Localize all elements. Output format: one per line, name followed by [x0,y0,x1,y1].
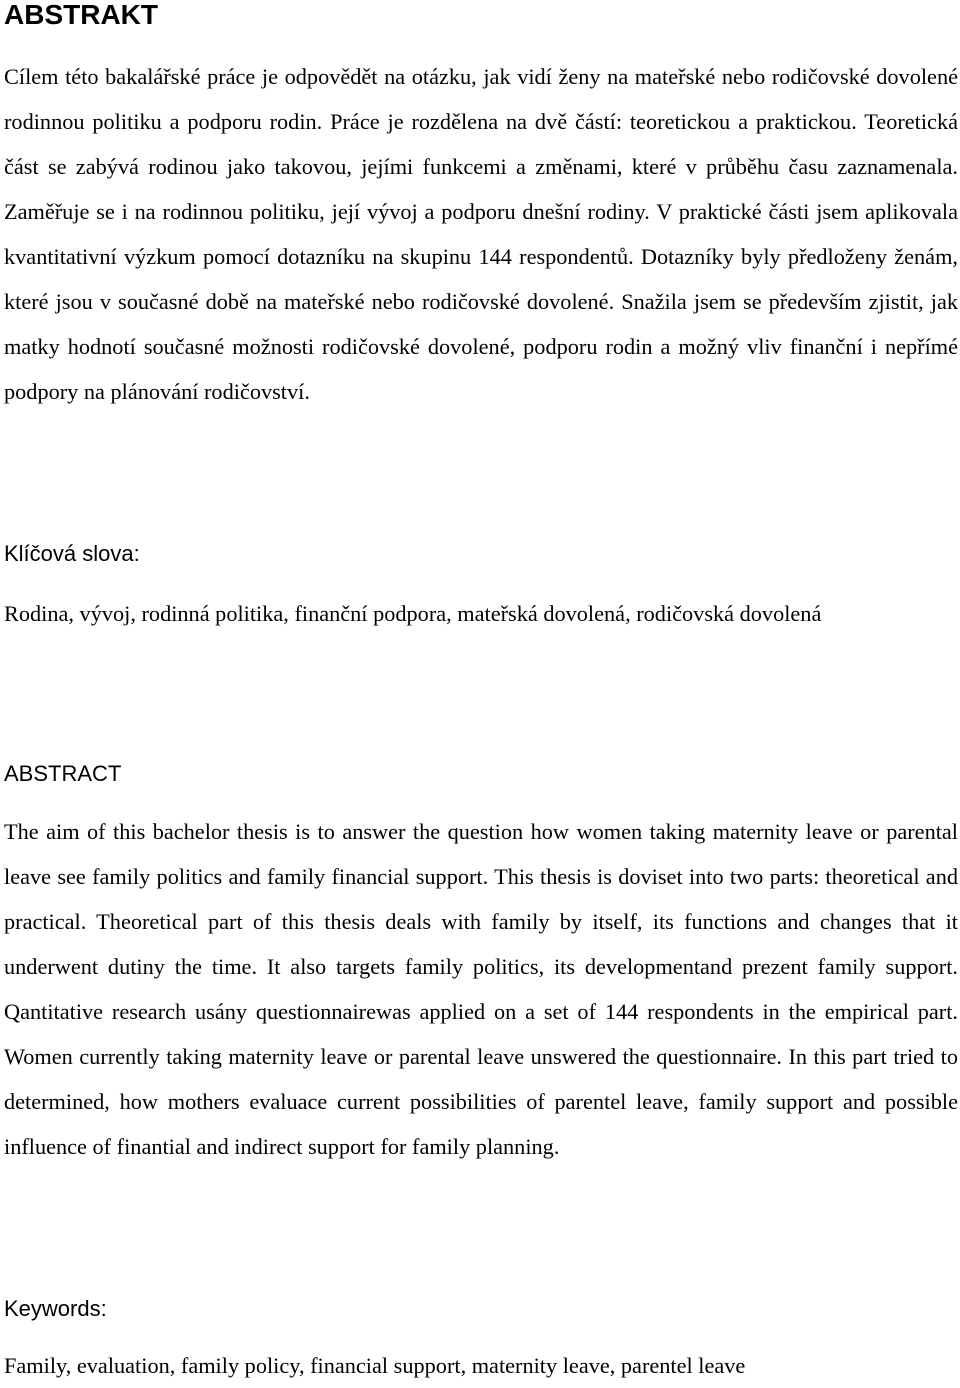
english-abstract-heading: ABSTRACT [4,761,122,786]
english-keywords-label: Keywords: [4,1296,107,1321]
czech-keywords: Rodina, vývoj, rodinná politika, finanční podpora, mateřská dovolená, rodičovská dovolená [4,601,822,626]
czech-abstract-body: Cílem této bakalářské práce je odpovědět na otázku, jak vidí ženy na mateřské nebo rodičovské dovolené rodinnou politiku a podporu rodin. Práce je rozdělena na dvě částí: teoretickou a praktickou. Teoretická část se zabývá rodinou jako takovou, jejími funkcemi a změnami, které v průběhu času zaznamenala. Zaměřuje se i na rodinnou politiku, její vývoj a podporu dnešní rodiny. V praktické části jsem aplikovala kvantitativní výzkum pomocí dotazníku na skupinu 144 respondentů. Dotazníky byly předloženy ženám, které jsou v současné době na mateřské nebo rodičovské dovolené. Snažila jsem se především zjistit, jak matky hodnotí současné možnosti rodičovské dovolené, podporu rodin a možný vliv finanční i nepřímé podpory na plánování rodičovství. [4,64,958,404]
english-abstract-body: The aim of this bachelor thesis is to answer the question how women taking maternity leave or parental leave see family politics and family financial support. This thesis is doviset into two parts: theoretical and practical. Theoretical part of this thesis deals with family by itself, its functions and changes that it underwent dutiny the time. It also targets family politics, its developmentand prezent family support. Qantitative research usány questionnairewas applied on a set of 144 respondents in the empirical part. Women currently taking maternity leave or parental leave unswered the questionnaire. In this part tried to determined, how mothers evaluace current possibilities of parentel leave, family support and possible influence of finantial and indirect support for family planning. [4,819,958,1159]
czech-abstract-heading: ABSTRAKT [4,0,158,30]
english-keywords: Family, evaluation, family policy, financial support, maternity leave, parentel leave [4,1353,746,1378]
czech-keywords-label: Klíčová slova: [4,541,140,566]
